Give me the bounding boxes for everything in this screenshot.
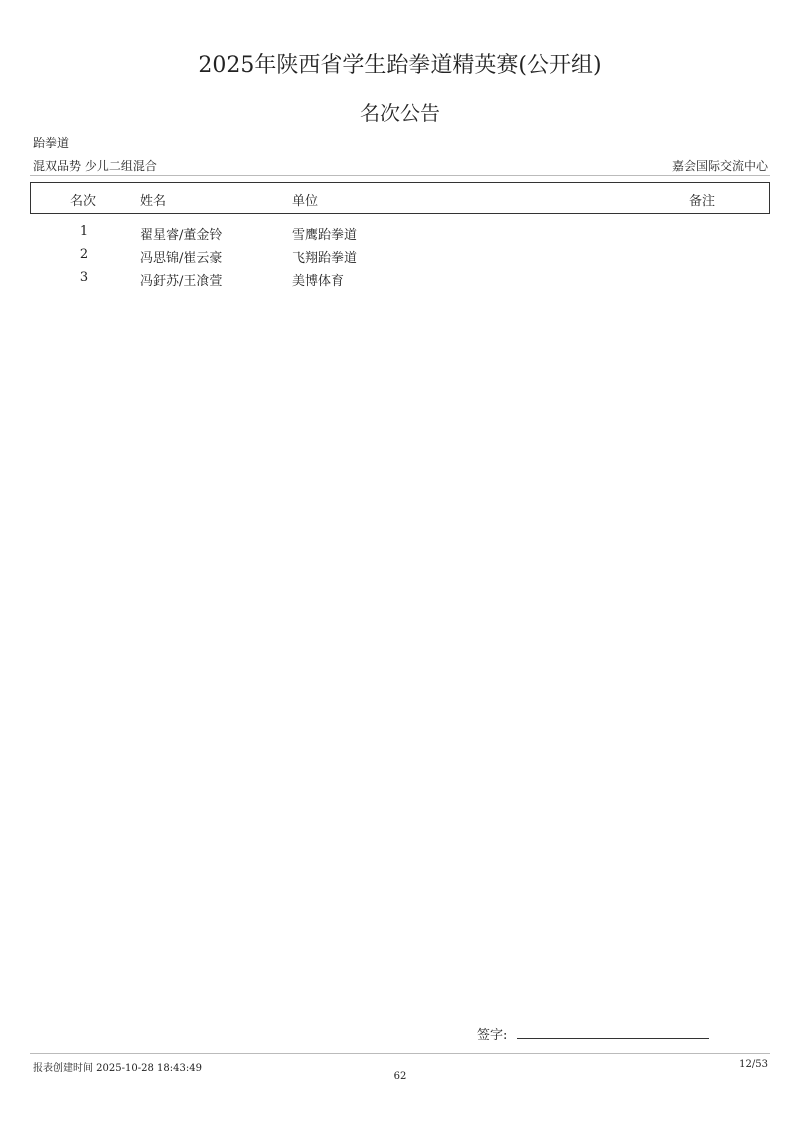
top-divider (30, 175, 770, 176)
name-cell: 冯思锦/崔云豪 (140, 251, 223, 266)
document-title: 2025年陕西省学生跆拳道精英赛(公开组) (198, 53, 602, 78)
table-row (0, 270, 800, 290)
header-rank: 名次 (70, 194, 97, 209)
page-number: 62 (393, 1071, 407, 1082)
venue-label: 嘉会国际交流中心 (671, 159, 768, 173)
name-cell: 翟星睿/董金铃 (140, 228, 223, 243)
event-label: 混双品势 少儿二组混合 (33, 159, 157, 173)
created-timestamp: 报表创建时间 2025-10-28 18:43:49 (33, 1063, 202, 1074)
table-row (0, 224, 800, 244)
name-cell: 冯釪苏/王飡萱 (140, 274, 223, 289)
signature-label: 签字: (477, 1028, 508, 1043)
unit-cell: 飞翔跆拳道 (292, 251, 358, 266)
document-subtitle: 名次公告 (360, 101, 440, 125)
bottom-divider (30, 1053, 770, 1054)
header-note: 备注 (689, 194, 716, 209)
rank-cell: 1 (79, 224, 89, 239)
unit-cell: 雪鹰跆拳道 (292, 228, 358, 243)
sport-label: 跆拳道 (33, 136, 70, 150)
unit-cell: 美博体育 (292, 274, 345, 289)
rank-cell: 2 (79, 247, 89, 262)
page-info: 12/53 (739, 1059, 768, 1070)
signature-line (517, 1038, 709, 1039)
rank-cell: 3 (79, 270, 89, 285)
header-name: 姓名 (140, 194, 167, 209)
table-row (0, 247, 800, 267)
header-unit: 单位 (292, 194, 319, 209)
